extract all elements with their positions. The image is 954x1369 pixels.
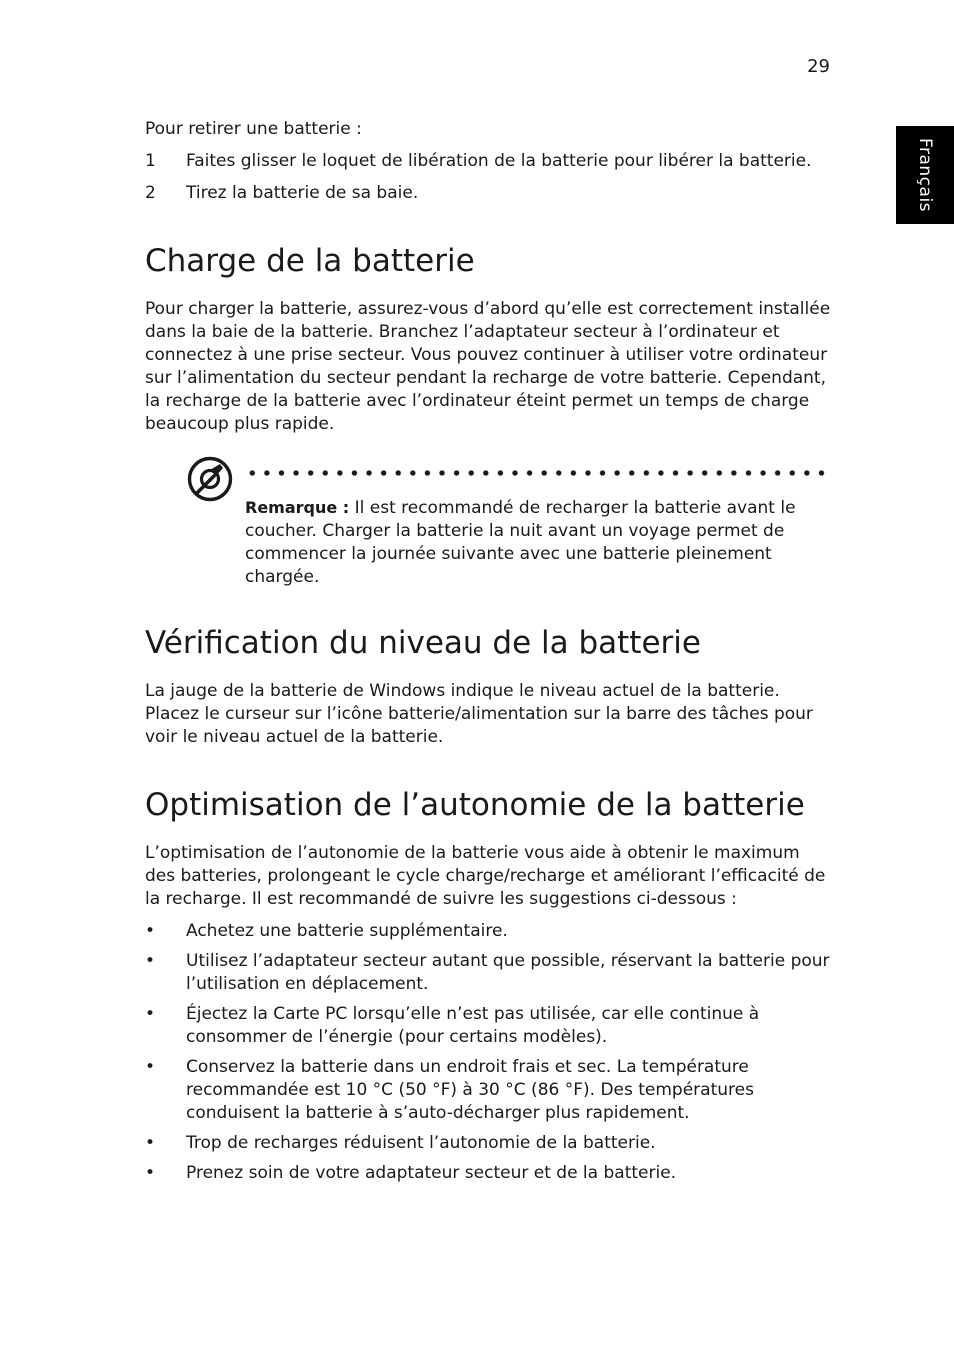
bullet: • — [145, 1133, 156, 1153]
bullet: • — [145, 951, 156, 971]
language-tab — [896, 126, 954, 224]
charge-body: Pour charger la batterie, assurez-vous d’abord qu’elle est correctement installée dans la baie de la batterie. Branchez l’adaptateur secteur à l’ordinateur et connectez à une prise secteur. Vous pouvez continuer à utiliser votre ordinateur sur l’alimentation du secteur pendant la recharge de votre batterie. Cependant, la recharge de la batterie avec l’ordinateur éteint permet un temps de charge beaucoup plus rapide. — [145, 299, 831, 434]
bullet: • — [145, 1004, 156, 1024]
list-item-text: Achetez une batterie supplémentaire. — [186, 921, 508, 941]
section-heading-optimisation: Optimisation de l’autonomie de la batterie — [145, 787, 805, 823]
list-item-text: Éjectez la Carte PC lorsqu’elle n’est pas utilisée, car elle continue à consommer de l’énergie (pour certains modèles). — [186, 1004, 760, 1047]
list-item-text: Prenez soin de votre adaptateur secteur et de la batterie. — [186, 1163, 677, 1183]
list-item-text: Trop de recharges réduisent l’autonomie de la batterie. — [186, 1133, 656, 1153]
list-item-text: Conservez la batterie dans un endroit frais et sec. La température recommandée est 10 °C (50 °F) à 30 °C (86 °F). Des températures conduisent la batterie à s’auto-décharger plus rapidement. — [186, 1057, 754, 1123]
verification-body: La jauge de la batterie de Windows indique le niveau actuel de la batterie. Placez le curseur sur l’icône batterie/alimentation sur la barre des tâches pour voir le niveau actuel de la batterie. — [145, 681, 813, 747]
step-number: 1 — [145, 151, 156, 171]
note-divider — [245, 470, 830, 476]
bullet: • — [145, 1057, 156, 1077]
note-label: Remarque : — [245, 498, 350, 517]
step-number: 2 — [145, 183, 156, 203]
section-heading-verification: Vérification du niveau de la batterie — [145, 625, 701, 661]
optimisation-body: L’optimisation de l’autonomie de la batterie vous aide à obtenir le maximum des batteries, prolongeant le cycle charge/recharge et améliorant l’efficacité de la recharge. Il est recommandé de suivre les suggestions ci-dessous : — [145, 843, 826, 909]
section-heading-charge: Charge de la batterie — [145, 243, 475, 279]
language-tab-label: Français — [915, 137, 935, 213]
note-icon — [187, 456, 233, 502]
step-text: Faites glisser le loquet de libération de la batterie pour libérer la batterie. — [186, 151, 812, 171]
list-item-text: Utilisez l’adaptateur secteur autant que possible, réservant la batterie pour l’utilisation en déplacement. — [186, 951, 830, 994]
step-text: Tirez la batterie de sa baie. — [186, 183, 419, 203]
bullet: • — [145, 1163, 156, 1183]
intro-text: Pour retirer une batterie : — [145, 119, 362, 139]
note-block — [245, 496, 830, 589]
note-text: Il est recommandé de recharger la batterie avant le coucher. Charger la batterie la nuit avant un voyage permet de commencer la journée suivante avec une batterie pleinement chargée. — [245, 498, 796, 587]
bullet: • — [145, 921, 156, 941]
page-number: 29 — [807, 56, 830, 77]
